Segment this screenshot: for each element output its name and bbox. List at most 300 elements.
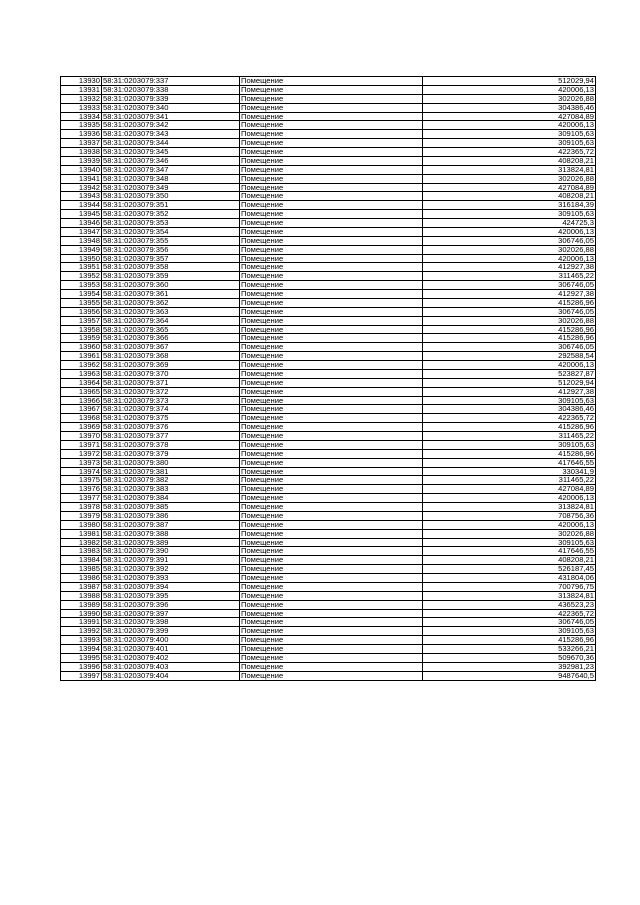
cadastral-number-cell: 58:31:0203079:356 <box>102 245 240 254</box>
cadastral-number-cell: 58:31:0203079:366 <box>102 334 240 343</box>
table-row <box>61 467 596 476</box>
table-row <box>61 591 596 600</box>
table-row <box>61 174 596 183</box>
object-type-cell: Помещение <box>240 334 423 343</box>
table-row <box>61 600 596 609</box>
cadastral-value-cell: 415286,96 <box>423 449 596 458</box>
cadastral-number-cell: 58:31:0203079:388 <box>102 529 240 538</box>
object-type-cell: Помещение <box>240 139 423 148</box>
cadastral-value-cell: 309105,63 <box>423 139 596 148</box>
object-type-cell: Помещение <box>240 662 423 671</box>
cadastral-number-cell: 58:31:0203079:345 <box>102 148 240 157</box>
row-number-cell: 13948 <box>61 236 102 245</box>
cadastral-value-cell: 420006,13 <box>423 227 596 236</box>
row-number-cell: 13973 <box>61 458 102 467</box>
row-number-cell: 13956 <box>61 307 102 316</box>
cadastral-number-cell: 58:31:0203079:362 <box>102 298 240 307</box>
row-number-cell: 13949 <box>61 245 102 254</box>
table-body <box>61 77 596 681</box>
cadastral-number-cell: 58:31:0203079:402 <box>102 653 240 662</box>
cadastral-value-cell: 415286,96 <box>423 298 596 307</box>
cadastral-value-cell: 420006,13 <box>423 494 596 503</box>
object-type-cell: Помещение <box>240 210 423 219</box>
cadastral-number-cell: 58:31:0203079:399 <box>102 627 240 636</box>
table-row <box>61 423 596 432</box>
row-number-cell: 13970 <box>61 432 102 441</box>
cadastral-value-cell: 417646,55 <box>423 547 596 556</box>
table-row <box>61 352 596 361</box>
object-type-cell: Помещение <box>240 290 423 299</box>
cadastral-value-cell: 526187,45 <box>423 565 596 574</box>
row-number-cell: 13942 <box>61 183 102 192</box>
table-row <box>61 361 596 370</box>
row-number-cell: 13993 <box>61 636 102 645</box>
cadastral-number-cell: 58:31:0203079:385 <box>102 503 240 512</box>
row-number-cell: 13982 <box>61 538 102 547</box>
object-type-cell: Помещение <box>240 485 423 494</box>
table-row <box>61 520 596 529</box>
cadastral-number-cell: 58:31:0203079:381 <box>102 467 240 476</box>
table-row <box>61 263 596 272</box>
cadastral-number-cell: 58:31:0203079:391 <box>102 556 240 565</box>
row-number-cell: 13941 <box>61 174 102 183</box>
cadastral-value-cell: 708756,36 <box>423 511 596 520</box>
table-row <box>61 432 596 441</box>
cadastral-number-cell: 58:31:0203079:360 <box>102 281 240 290</box>
row-number-cell: 13968 <box>61 414 102 423</box>
table-row <box>61 636 596 645</box>
object-type-cell: Помещение <box>240 325 423 334</box>
row-number-cell: 13981 <box>61 529 102 538</box>
table-row <box>61 574 596 583</box>
cadastral-number-cell: 58:31:0203079:384 <box>102 494 240 503</box>
cadastral-number-cell: 58:31:0203079:353 <box>102 219 240 228</box>
row-number-cell: 13938 <box>61 148 102 157</box>
row-number-cell: 13972 <box>61 449 102 458</box>
object-type-cell: Помещение <box>240 245 423 254</box>
object-type-cell: Помещение <box>240 396 423 405</box>
object-type-cell: Помещение <box>240 511 423 520</box>
cadastral-value-cell: 415286,96 <box>423 334 596 343</box>
cadastral-number-cell: 58:31:0203079:352 <box>102 210 240 219</box>
row-number-cell: 13963 <box>61 369 102 378</box>
cadastral-value-cell: 509670,36 <box>423 653 596 662</box>
cadastral-number-cell: 58:31:0203079:397 <box>102 609 240 618</box>
object-type-cell: Помещение <box>240 227 423 236</box>
cadastral-number-cell: 58:31:0203079:358 <box>102 263 240 272</box>
cadastral-number-cell: 58:31:0203079:387 <box>102 520 240 529</box>
table-row <box>61 511 596 520</box>
cadastral-number-cell: 58:31:0203079:375 <box>102 414 240 423</box>
cadastral-number-cell: 58:31:0203079:401 <box>102 645 240 654</box>
cadastral-value-cell: 431804,06 <box>423 574 596 583</box>
cadastral-number-cell: 58:31:0203079:377 <box>102 432 240 441</box>
row-number-cell: 13976 <box>61 485 102 494</box>
cadastral-value-cell: 408208,21 <box>423 192 596 201</box>
table-row <box>61 378 596 387</box>
cadastral-value-cell: 9487640,5 <box>423 671 596 680</box>
row-number-cell: 13980 <box>61 520 102 529</box>
cadastral-number-cell: 58:31:0203079:383 <box>102 485 240 494</box>
row-number-cell: 13960 <box>61 343 102 352</box>
row-number-cell: 13965 <box>61 387 102 396</box>
row-number-cell: 13945 <box>61 210 102 219</box>
cadastral-number-cell: 58:31:0203079:379 <box>102 449 240 458</box>
object-type-cell: Помещение <box>240 343 423 352</box>
object-type-cell: Помещение <box>240 307 423 316</box>
cadastral-value-cell: 533266,21 <box>423 645 596 654</box>
object-type-cell: Помещение <box>240 529 423 538</box>
cadastral-number-cell: 58:31:0203079:393 <box>102 574 240 583</box>
row-number-cell: 13975 <box>61 476 102 485</box>
object-type-cell: Помещение <box>240 565 423 574</box>
table-row <box>61 219 596 228</box>
object-type-cell: Помещение <box>240 165 423 174</box>
table-row <box>61 503 596 512</box>
cadastral-value-cell: 313824,81 <box>423 503 596 512</box>
cadastral-number-cell: 58:31:0203079:403 <box>102 662 240 671</box>
table-row <box>61 272 596 281</box>
object-type-cell: Помещение <box>240 85 423 94</box>
cadastral-value-cell: 304386,46 <box>423 103 596 112</box>
cadastral-number-cell: 58:31:0203079:337 <box>102 77 240 86</box>
table-row <box>61 334 596 343</box>
object-type-cell: Помещение <box>240 547 423 556</box>
cadastral-value-cell: 700796,75 <box>423 582 596 591</box>
table-row <box>61 316 596 325</box>
object-type-cell: Помещение <box>240 645 423 654</box>
row-number-cell: 13955 <box>61 298 102 307</box>
object-type-cell: Помещение <box>240 112 423 121</box>
cadastral-number-cell: 58:31:0203079:346 <box>102 156 240 165</box>
row-number-cell: 13988 <box>61 591 102 600</box>
object-type-cell: Помещение <box>240 201 423 210</box>
cadastral-value-cell: 422365,72 <box>423 148 596 157</box>
cadastral-value-cell: 420006,13 <box>423 361 596 370</box>
cadastral-number-cell: 58:31:0203079:368 <box>102 352 240 361</box>
cadastral-value-cell: 306746,05 <box>423 236 596 245</box>
cadastral-value-cell: 422365,72 <box>423 609 596 618</box>
cadastral-value-cell: 420006,13 <box>423 121 596 130</box>
table-row <box>61 671 596 680</box>
table-row <box>61 414 596 423</box>
cadastral-value-table <box>60 76 596 681</box>
cadastral-number-cell: 58:31:0203079:380 <box>102 458 240 467</box>
table-row <box>61 369 596 378</box>
table-row <box>61 627 596 636</box>
object-type-cell: Помещение <box>240 432 423 441</box>
cadastral-number-cell: 58:31:0203079:370 <box>102 369 240 378</box>
row-number-cell: 13944 <box>61 201 102 210</box>
object-type-cell: Помещение <box>240 236 423 245</box>
row-number-cell: 13989 <box>61 600 102 609</box>
object-type-cell: Помещение <box>240 476 423 485</box>
row-number-cell: 13936 <box>61 130 102 139</box>
object-type-cell: Помещение <box>240 130 423 139</box>
table-row <box>61 582 596 591</box>
cadastral-value-cell: 427084,89 <box>423 112 596 121</box>
table-row <box>61 112 596 121</box>
object-type-cell: Помещение <box>240 582 423 591</box>
cadastral-number-cell: 58:31:0203079:404 <box>102 671 240 680</box>
cadastral-value-cell: 313824,81 <box>423 165 596 174</box>
cadastral-number-cell: 58:31:0203079:363 <box>102 307 240 316</box>
table-row <box>61 139 596 148</box>
cadastral-value-cell: 311465,22 <box>423 476 596 485</box>
table-row <box>61 458 596 467</box>
row-number-cell: 13992 <box>61 627 102 636</box>
table-row <box>61 94 596 103</box>
row-number-cell: 13930 <box>61 77 102 86</box>
object-type-cell: Помещение <box>240 387 423 396</box>
table-row <box>61 476 596 485</box>
object-type-cell: Помещение <box>240 414 423 423</box>
table-row <box>61 245 596 254</box>
cadastral-number-cell: 58:31:0203079:369 <box>102 361 240 370</box>
cadastral-number-cell: 58:31:0203079:338 <box>102 85 240 94</box>
cadastral-value-cell: 304386,46 <box>423 405 596 414</box>
cadastral-value-cell: 302026,88 <box>423 174 596 183</box>
cadastral-number-cell: 58:31:0203079:371 <box>102 378 240 387</box>
cadastral-number-cell: 58:31:0203079:376 <box>102 423 240 432</box>
object-type-cell: Помещение <box>240 440 423 449</box>
object-type-cell: Помещение <box>240 538 423 547</box>
object-type-cell: Помещение <box>240 458 423 467</box>
table-row <box>61 449 596 458</box>
object-type-cell: Помещение <box>240 369 423 378</box>
row-number-cell: 13932 <box>61 94 102 103</box>
row-number-cell: 13937 <box>61 139 102 148</box>
cadastral-number-cell: 58:31:0203079:386 <box>102 511 240 520</box>
cadastral-number-cell: 58:31:0203079:394 <box>102 582 240 591</box>
object-type-cell: Помещение <box>240 263 423 272</box>
row-number-cell: 13978 <box>61 503 102 512</box>
table-row <box>61 440 596 449</box>
cadastral-number-cell: 58:31:0203079:339 <box>102 94 240 103</box>
row-number-cell: 13977 <box>61 494 102 503</box>
row-number-cell: 13931 <box>61 85 102 94</box>
cadastral-number-cell: 58:31:0203079:357 <box>102 254 240 263</box>
table-row <box>61 396 596 405</box>
cadastral-number-cell: 58:31:0203079:398 <box>102 618 240 627</box>
cadastral-value-cell: 330341,9 <box>423 467 596 476</box>
cadastral-number-cell: 58:31:0203079:340 <box>102 103 240 112</box>
cadastral-value-cell: 316184,39 <box>423 201 596 210</box>
row-number-cell: 13951 <box>61 263 102 272</box>
row-number-cell: 13958 <box>61 325 102 334</box>
cadastral-number-cell: 58:31:0203079:364 <box>102 316 240 325</box>
table-row <box>61 565 596 574</box>
object-type-cell: Помещение <box>240 618 423 627</box>
cadastral-value-cell: 309105,63 <box>423 396 596 405</box>
table-row <box>61 254 596 263</box>
cadastral-value-cell: 415286,96 <box>423 636 596 645</box>
object-type-cell: Помещение <box>240 636 423 645</box>
object-type-cell: Помещение <box>240 405 423 414</box>
cadastral-number-cell: 58:31:0203079:351 <box>102 201 240 210</box>
row-number-cell: 13995 <box>61 653 102 662</box>
object-type-cell: Помещение <box>240 219 423 228</box>
object-type-cell: Помещение <box>240 423 423 432</box>
row-number-cell: 13954 <box>61 290 102 299</box>
cadastral-number-cell: 58:31:0203079:378 <box>102 440 240 449</box>
table-row <box>61 130 596 139</box>
table-row <box>61 609 596 618</box>
object-type-cell: Помещение <box>240 494 423 503</box>
cadastral-value-cell: 420006,13 <box>423 520 596 529</box>
table-row <box>61 165 596 174</box>
cadastral-value-cell: 417646,55 <box>423 458 596 467</box>
table-row <box>61 662 596 671</box>
cadastral-value-cell: 311465,22 <box>423 272 596 281</box>
row-number-cell: 13957 <box>61 316 102 325</box>
row-number-cell: 13985 <box>61 565 102 574</box>
cadastral-number-cell: 58:31:0203079:355 <box>102 236 240 245</box>
cadastral-value-cell: 313824,81 <box>423 591 596 600</box>
object-type-cell: Помещение <box>240 281 423 290</box>
cadastral-number-cell: 58:31:0203079:395 <box>102 591 240 600</box>
cadastral-value-cell: 306746,05 <box>423 281 596 290</box>
row-number-cell: 13962 <box>61 361 102 370</box>
object-type-cell: Помещение <box>240 627 423 636</box>
cadastral-number-cell: 58:31:0203079:372 <box>102 387 240 396</box>
object-type-cell: Помещение <box>240 254 423 263</box>
row-number-cell: 13969 <box>61 423 102 432</box>
object-type-cell: Помещение <box>240 77 423 86</box>
cadastral-number-cell: 58:31:0203079:343 <box>102 130 240 139</box>
row-number-cell: 13987 <box>61 582 102 591</box>
cadastral-value-cell: 427084,89 <box>423 485 596 494</box>
object-type-cell: Помещение <box>240 183 423 192</box>
row-number-cell: 13991 <box>61 618 102 627</box>
table-row <box>61 236 596 245</box>
cadastral-number-cell: 58:31:0203079:365 <box>102 325 240 334</box>
row-number-cell: 13939 <box>61 156 102 165</box>
cadastral-value-cell: 306746,05 <box>423 307 596 316</box>
cadastral-number-cell: 58:31:0203079:392 <box>102 565 240 574</box>
cadastral-value-cell: 306746,05 <box>423 618 596 627</box>
cadastral-number-cell: 58:31:0203079:390 <box>102 547 240 556</box>
cadastral-number-cell: 58:31:0203079:396 <box>102 600 240 609</box>
object-type-cell: Помещение <box>240 174 423 183</box>
table-row <box>61 77 596 86</box>
object-type-cell: Помещение <box>240 671 423 680</box>
object-type-cell: Помещение <box>240 94 423 103</box>
object-type-cell: Помещение <box>240 272 423 281</box>
row-number-cell: 13986 <box>61 574 102 583</box>
cadastral-value-cell: 302026,88 <box>423 529 596 538</box>
row-number-cell: 13952 <box>61 272 102 281</box>
table-row <box>61 405 596 414</box>
cadastral-value-cell: 392981,23 <box>423 662 596 671</box>
cadastral-value-cell: 408208,21 <box>423 156 596 165</box>
table-row <box>61 618 596 627</box>
cadastral-value-cell: 412927,38 <box>423 263 596 272</box>
row-number-cell: 13953 <box>61 281 102 290</box>
table-row <box>61 103 596 112</box>
object-type-cell: Помещение <box>240 503 423 512</box>
cadastral-value-cell: 415286,96 <box>423 423 596 432</box>
table-row <box>61 156 596 165</box>
row-number-cell: 13935 <box>61 121 102 130</box>
table-row <box>61 485 596 494</box>
cadastral-number-cell: 58:31:0203079:367 <box>102 343 240 352</box>
cadastral-number-cell: 58:31:0203079:400 <box>102 636 240 645</box>
row-number-cell: 13933 <box>61 103 102 112</box>
object-type-cell: Помещение <box>240 103 423 112</box>
cadastral-value-cell: 420006,13 <box>423 254 596 263</box>
row-number-cell: 13996 <box>61 662 102 671</box>
table-row <box>61 343 596 352</box>
table-row <box>61 653 596 662</box>
object-type-cell: Помещение <box>240 316 423 325</box>
cadastral-value-cell: 512029,94 <box>423 77 596 86</box>
table-row <box>61 281 596 290</box>
table-row <box>61 325 596 334</box>
table-row <box>61 121 596 130</box>
table-row <box>61 227 596 236</box>
cadastral-value-cell: 309105,63 <box>423 130 596 139</box>
cadastral-value-cell: 408208,21 <box>423 556 596 565</box>
table-row <box>61 148 596 157</box>
object-type-cell: Помещение <box>240 556 423 565</box>
object-type-cell: Помещение <box>240 298 423 307</box>
cadastral-number-cell: 58:31:0203079:344 <box>102 139 240 148</box>
object-type-cell: Помещение <box>240 352 423 361</box>
object-type-cell: Помещение <box>240 520 423 529</box>
cadastral-number-cell: 58:31:0203079:341 <box>102 112 240 121</box>
cadastral-value-cell: 302026,88 <box>423 316 596 325</box>
row-number-cell: 13934 <box>61 112 102 121</box>
table-row <box>61 529 596 538</box>
table-row <box>61 645 596 654</box>
cadastral-number-cell: 58:31:0203079:349 <box>102 183 240 192</box>
cadastral-value-cell: 306746,05 <box>423 343 596 352</box>
row-number-cell: 13990 <box>61 609 102 618</box>
cadastral-value-cell: 311465,22 <box>423 432 596 441</box>
object-type-cell: Помещение <box>240 600 423 609</box>
cadastral-number-cell: 58:31:0203079:348 <box>102 174 240 183</box>
row-number-cell: 13979 <box>61 511 102 520</box>
row-number-cell: 13984 <box>61 556 102 565</box>
cadastral-value-cell: 309105,63 <box>423 440 596 449</box>
object-type-cell: Помещение <box>240 378 423 387</box>
row-number-cell: 13940 <box>61 165 102 174</box>
cadastral-value-cell: 512029,94 <box>423 378 596 387</box>
object-type-cell: Помещение <box>240 121 423 130</box>
object-type-cell: Помещение <box>240 148 423 157</box>
row-number-cell: 13967 <box>61 405 102 414</box>
cadastral-number-cell: 58:31:0203079:382 <box>102 476 240 485</box>
cadastral-number-cell: 58:31:0203079:342 <box>102 121 240 130</box>
cadastral-value-cell: 422365,72 <box>423 414 596 423</box>
cadastral-number-cell: 58:31:0203079:354 <box>102 227 240 236</box>
cadastral-value-cell: 309105,63 <box>423 210 596 219</box>
table-row <box>61 538 596 547</box>
cadastral-number-cell: 58:31:0203079:373 <box>102 396 240 405</box>
row-number-cell: 13971 <box>61 440 102 449</box>
cadastral-value-cell: 415286,96 <box>423 325 596 334</box>
object-type-cell: Помещение <box>240 609 423 618</box>
table-row <box>61 201 596 210</box>
cadastral-number-cell: 58:31:0203079:359 <box>102 272 240 281</box>
cadastral-value-cell: 424725,3 <box>423 219 596 228</box>
table-row <box>61 192 596 201</box>
table-row <box>61 298 596 307</box>
cadastral-value-cell: 309105,63 <box>423 627 596 636</box>
row-number-cell: 13966 <box>61 396 102 405</box>
row-number-cell: 13943 <box>61 192 102 201</box>
